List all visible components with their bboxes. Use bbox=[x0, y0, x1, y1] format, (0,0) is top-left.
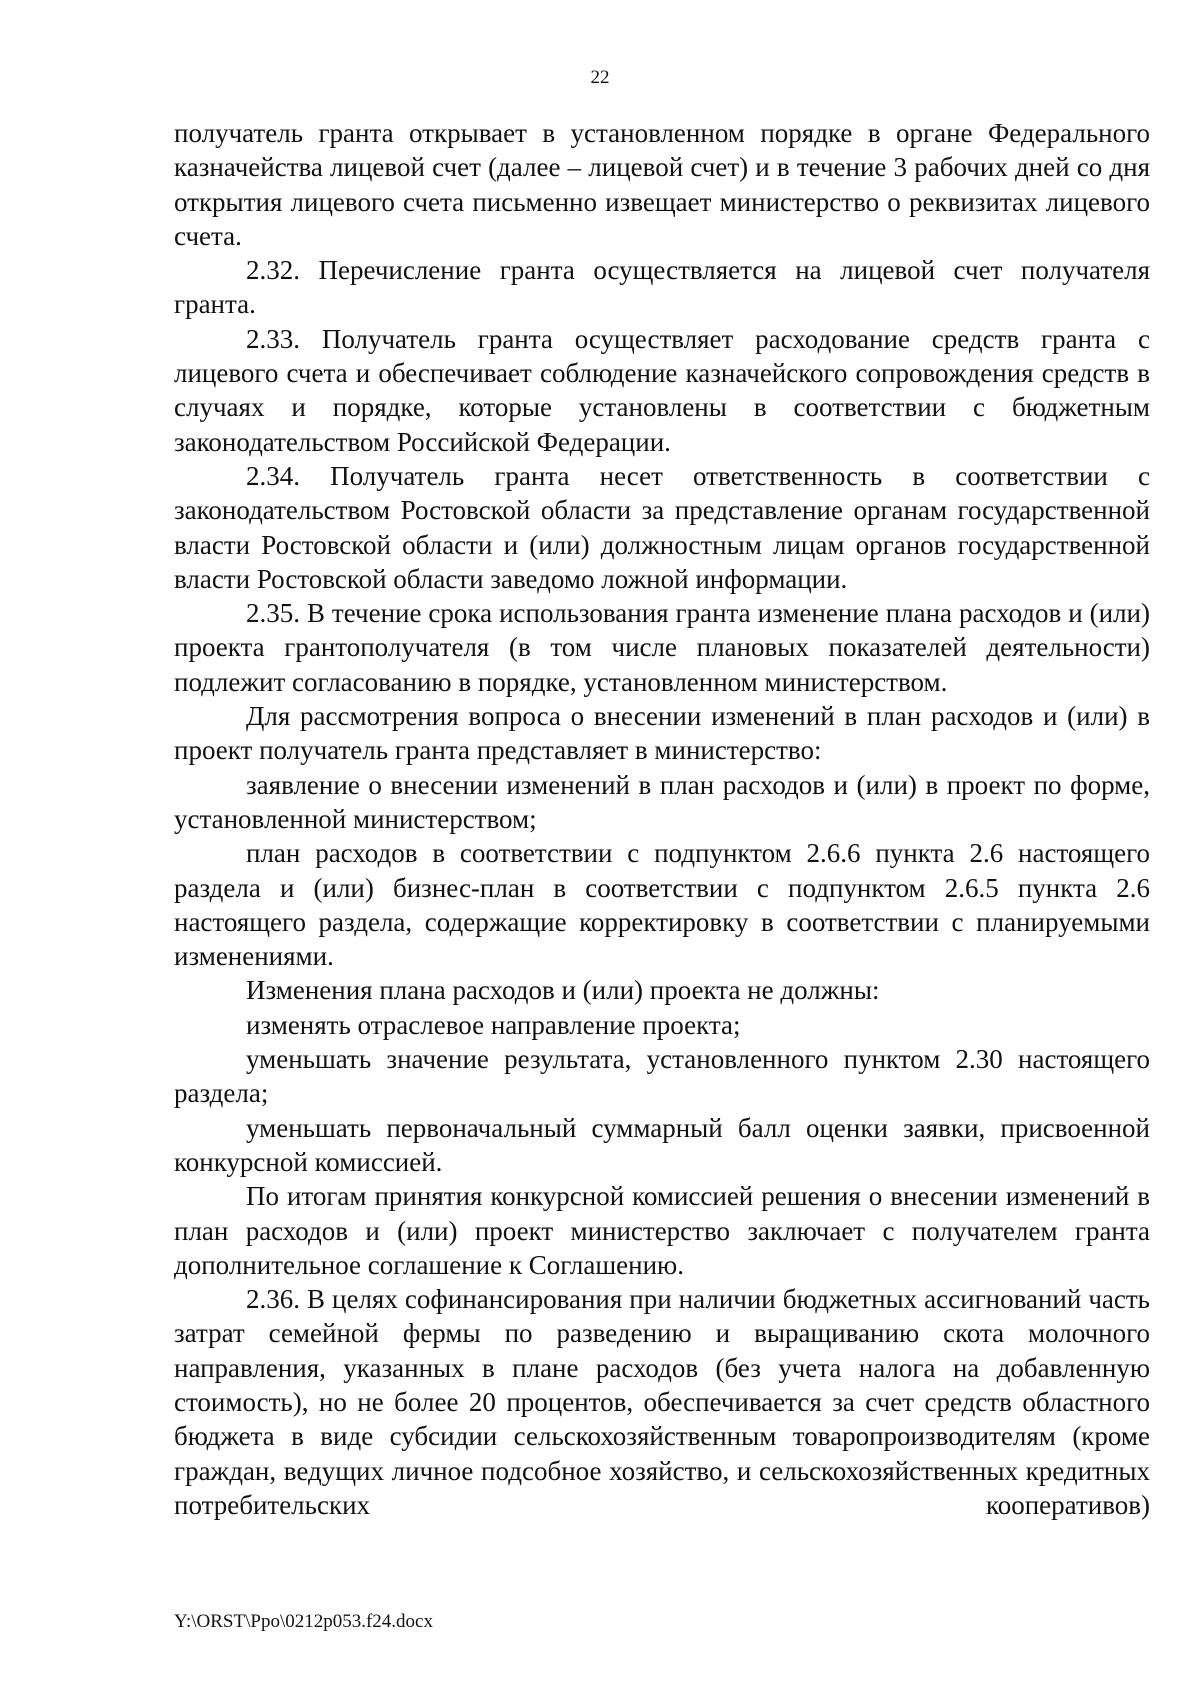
footer-file-path: Y:\ORST\Ppo\0212p053.f24.docx bbox=[174, 1611, 433, 1632]
paragraph-restrictions-intro: Изменения плана расходов и (или) проекта не должны: bbox=[246, 975, 880, 1006]
page-number: 22 bbox=[590, 67, 610, 88]
paragraph-2-33: 2.33. Получатель гранта осуществляет расходование средств гранта с лицевого счета и обеспечивает соблюдение казначейского сопровождения средств в случаях и порядке, которые установлены в соответствии с бюджетным законодательством Российской Федерации. bbox=[174, 323, 1150, 457]
paragraph-2-35: 2.35. В течение срока использования гранта изменение плана расходов и (или) проекта грантополучателя (в том числе плановых показателей деятельности) подлежит согласованию в порядке, установленном министерством. bbox=[174, 598, 1150, 697]
document-body bbox=[174, 116, 1150, 1522]
paragraph-2-36: 2.36. В целях софинансирования при наличии бюджетных ассигнований часть затрат семейной фермы по разведению и выращиванию скота молочного направления, указанных в плане расходов (без учета налога на добавленную стоимость), но не более 20 процентов, обеспечивается за счет средств областного бюджета в виде субсидии сельскохозяйственным товаропроизводителям (кроме граждан, ведущих личное подсобное хозяйство, и сельскохозяйственных кредитных потребительских кооперативов) bbox=[174, 1284, 1150, 1520]
paragraph-2-32: 2.32. Перечисление гранта осуществляется на лицевой счет получателя гранта. bbox=[174, 255, 1150, 320]
paragraph-change-request: Для рассмотрения вопроса о внесении изменений в план расходов и (или) в проект получатель гранта представляет в министерство: bbox=[174, 701, 1150, 766]
paragraph-restriction-score: уменьшать первоначальный суммарный балл оценки заявки, присвоенной конкурсной комиссией. bbox=[174, 1112, 1150, 1177]
paragraph-2-34: 2.34. Получатель гранта несет ответственность в соответствии с законодательством Ростовской области за представление органам государственной власти Ростовской области и (или) должностным лицам органов государственной власти Ростовской области заведомо ложной информации. bbox=[174, 460, 1150, 594]
paragraph-continuation: получатель гранта открывает в установленном порядке в органе Федерального казначейства лицевой счет (далее – лицевой счет) и в течение 3 рабочих дней со дня открытия лицевого счета письменно извещает министерство о реквизитах лицевого счета. bbox=[174, 118, 1150, 251]
paragraph-restriction-result: уменьшать значение результата, установленного пунктом 2.30 настоящего раздела; bbox=[174, 1044, 1150, 1109]
paragraph-additional-agreement: По итогам принятия конкурсной комиссией решения о внесении изменений в план расходов и (или) проект министерство заключает с получателем гранта дополнительное соглашение к Соглашению. bbox=[174, 1181, 1150, 1280]
paragraph-application: заявление о внесении изменений в план расходов и (или) в проект по форме, установленной министерством; bbox=[174, 769, 1150, 834]
paragraph-expense-plan: план расходов в соответствии с подпунктом 2.6.6 пункта 2.6 настоящего раздела и (или) бизнес-план в соответствии с подпунктом 2.6.5 пункта 2.6 настоящего раздела, содержащие корректировку в соответствии с планируемыми изменениями. bbox=[174, 838, 1150, 972]
paragraph-restriction-direction: изменять отраслевое направление проекта; bbox=[246, 1009, 741, 1040]
